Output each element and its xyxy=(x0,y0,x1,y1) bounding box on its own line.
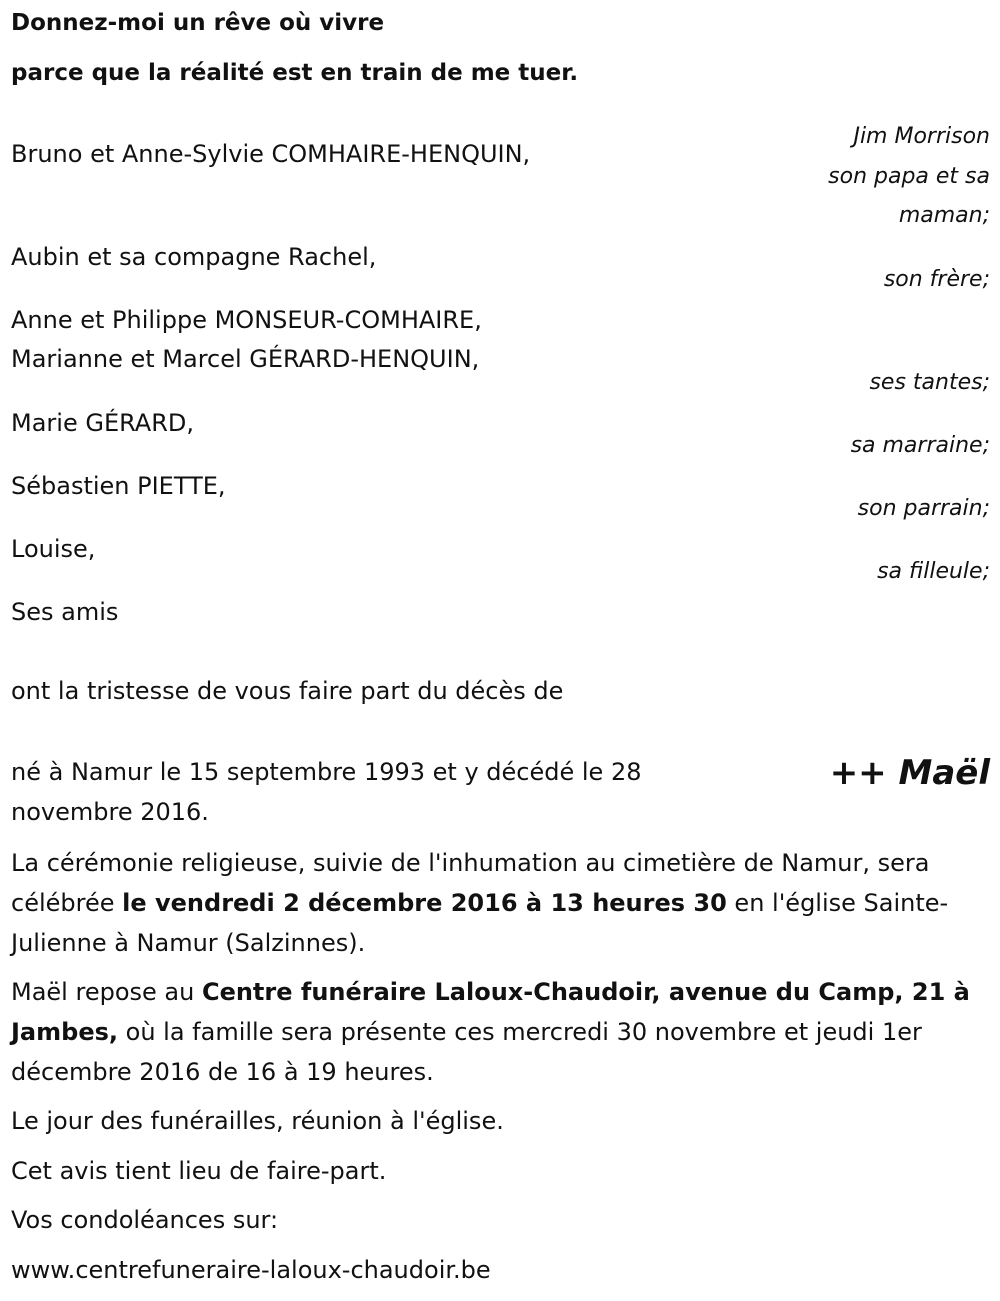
notice-text: Cet avis tient lieu de faire-part. xyxy=(11,1157,387,1185)
family-names-brother: Aubin et sa compagne Rachel, xyxy=(11,243,377,271)
ceremony-text-1: La cérémonie religieuse, suivie de l'inhumation au cimetière de Namur, sera célébrée xyxy=(11,849,930,917)
family-names-aunts-1: Anne et Philippe MONSEUR-COMHAIRE, xyxy=(11,306,482,334)
family-relation-goddaughter: sa filleule; xyxy=(877,559,990,584)
ceremony-paragraph xyxy=(11,843,991,963)
ceremony-text-2: en l'église Sainte-Julienne à Namur (Salzinnes). xyxy=(11,889,949,957)
family-relation-parents-1: son papa et sa xyxy=(828,164,990,189)
family-names-parents: Bruno et Anne-Sylvie COMHAIRE-HENQUIN, xyxy=(11,140,531,168)
family-relation-brother: son frère; xyxy=(883,267,990,292)
repose-place: Centre funéraire Laloux-Chaudoir, avenue du Camp, 21 à Jambes, xyxy=(11,978,970,1046)
family-relation-godfather: son parrain; xyxy=(857,496,990,521)
quote-author: Jim Morrison xyxy=(853,124,990,149)
repose-paragraph xyxy=(11,972,991,1092)
website-link[interactable]: www.centrefuneraire-laloux-chaudoir.be xyxy=(11,1256,491,1284)
ceremony-date: le vendredi 2 décembre 2016 à 13 heures 30 xyxy=(122,889,727,917)
quote-line-1: Donnez-moi un rêve où vivre xyxy=(11,10,385,36)
family-names-godfather: Sébastien PIETTE, xyxy=(11,472,226,500)
birth-death-text: né à Namur le 15 septembre 1993 et y décédé le 28 novembre 2016. xyxy=(11,758,642,826)
family-names-goddaughter: Louise, xyxy=(11,535,96,563)
quote-line-2: parce que la réalité est en train de me tuer. xyxy=(11,60,579,86)
family-names-aunts-2: Marianne et Marcel GÉRARD-HENQUIN, xyxy=(11,345,480,373)
family-names-godmother: Marie GÉRARD, xyxy=(11,409,195,437)
repose-text-1: Maël repose au xyxy=(11,978,202,1006)
condolences-label: Vos condoléances sur: xyxy=(11,1206,279,1234)
family-relation-godmother: sa marraine; xyxy=(850,433,990,458)
family-names-friends: Ses amis xyxy=(11,598,119,626)
funeral-day-text: Le jour des funérailles, réunion à l'église. xyxy=(11,1107,504,1135)
family-relation-aunts: ses tantes; xyxy=(869,370,990,395)
deceased-name: ++ Maël xyxy=(829,753,990,793)
family-relation-parents-2: maman; xyxy=(898,203,990,228)
announcement-text: ont la tristesse de vous faire part du décès de xyxy=(11,677,564,705)
repose-text-2: où la famille sera présente ces mercredi 30 novembre et jeudi 1er décembre 2016 de 16 à 19 heures. xyxy=(11,1018,922,1086)
